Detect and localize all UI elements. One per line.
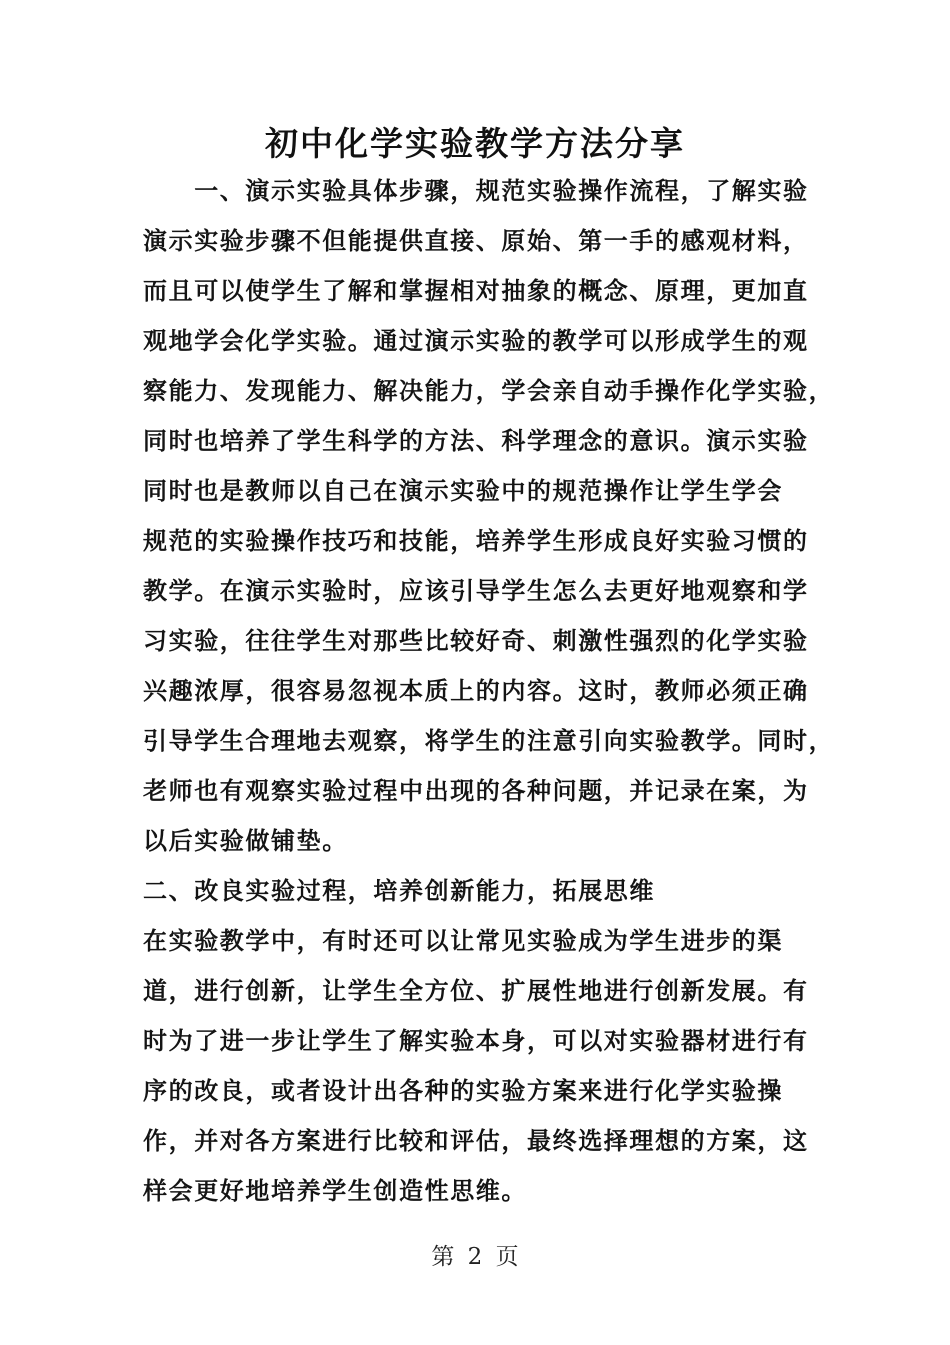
body-line: 兴趣浓厚，很容易忽视本质上的内容。这时，教师必须正确: [143, 676, 809, 705]
body-line: 作，并对各方案进行比较和评估，最终选择理想的方案，这: [143, 1126, 809, 1155]
document-title: 初中化学实验教学方法分享: [265, 124, 685, 163]
body-line: 时为了进一步让学生了解实验本身，可以对实验器材进行有: [143, 1026, 809, 1055]
body-line: 序的改良，或者设计出各种的实验方案来进行化学实验操: [143, 1076, 783, 1105]
body-line: 演示实验步骤不但能提供直接、原始、第一手的感观材料，: [143, 226, 809, 255]
section-heading: 二、改良实验过程，培养创新能力，拓展思维: [143, 876, 655, 905]
body-line: 以后实验做铺垫。: [143, 826, 348, 855]
body-line: 习实验，往往学生对那些比较好奇、刺激性强烈的化学实验: [143, 626, 809, 655]
body-line: 样会更好地培养学生创造性思维。: [143, 1176, 527, 1205]
body-line: 引导学生合理地去观察，将学生的注意引向实验教学。同时，: [143, 726, 835, 755]
body-line: 在实验教学中，有时还可以让常见实验成为学生进步的渠: [143, 926, 783, 955]
body-line: 规范的实验操作技巧和技能，培养学生形成良好实验习惯的: [143, 526, 809, 555]
body-line: 而且可以使学生了解和掌握相对抽象的概念、原理，更加直: [143, 276, 809, 305]
body-line: 教学。在演示实验时，应该引导学生怎么去更好地观察和学: [143, 576, 809, 605]
body-line: 同时也培养了学生科学的方法、科学理念的意识。演示实验: [143, 426, 809, 455]
body-line: 一、演示实验具体步骤，规范实验操作流程，了解实验: [143, 176, 809, 205]
page-number: 第 2 页: [431, 1244, 519, 1270]
body-line: 老师也有观察实验过程中出现的各种问题，并记录在案，为: [143, 776, 809, 805]
body-line: 察能力、发现能力、解决能力，学会亲自动手操作化学实验，: [143, 376, 835, 405]
body-line: 同时也是教师以自己在演示实验中的规范操作让学生学会: [143, 476, 783, 505]
body-line: 观地学会化学实验。通过演示实验的教学可以形成学生的观: [143, 326, 809, 355]
body-line: 道，进行创新，让学生全方位、扩展性地进行创新发展。有: [143, 976, 809, 1005]
